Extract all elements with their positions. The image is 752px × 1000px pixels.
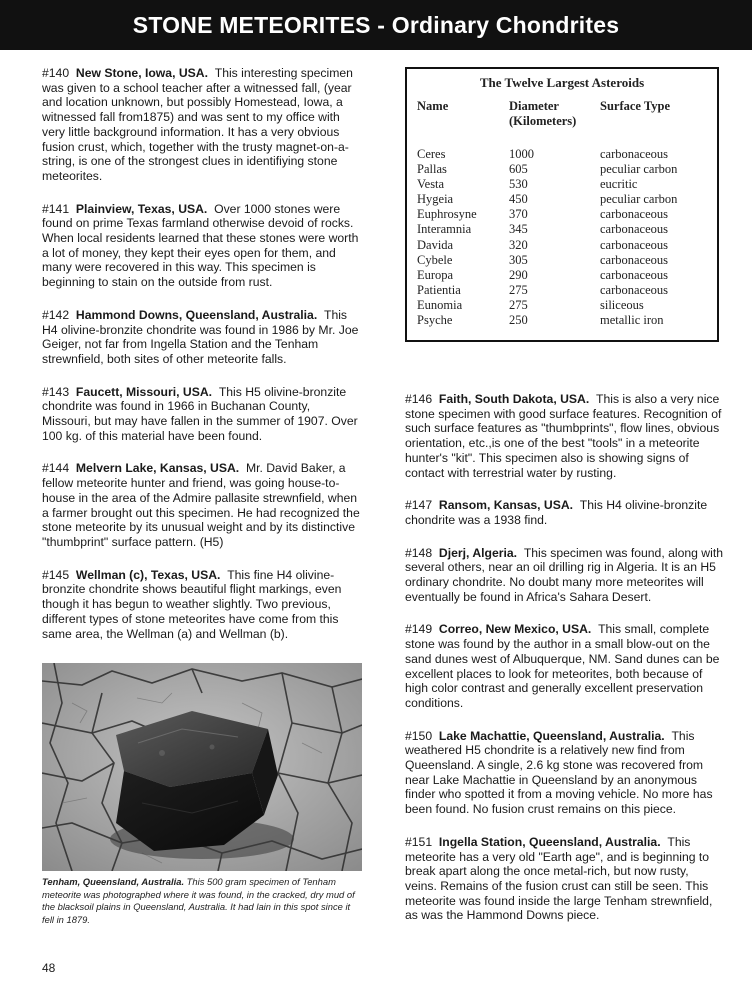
cell-diameter: 275 — [509, 282, 528, 297]
photo-caption — [42, 876, 362, 926]
entry-text: This is also a very nice stone specimen with good surface features. Recognition of such surface features as "thumbprints", flow lines, obvious orientation, etc.,is one of the best "tools" in a meteorite hunter's "kit". This specimen also is showing signs of contact with terrestrial water by rusting. — [405, 392, 722, 480]
table-row — [417, 162, 712, 177]
cell-name: Pallas — [417, 162, 447, 177]
entry-141 — [42, 202, 360, 290]
caption-title: Tenham, Queensland, Australia. — [42, 876, 185, 887]
page-number: 48 — [42, 961, 56, 975]
cell-diameter: 1000 — [509, 147, 534, 161]
entry-text: This weathered H5 chondrite is a relatively new find from Queensland. A single, 2.6 kg stone was recovered from near Lake Machattie in Queensland by an anonymous finder who spotted it from a moving vehicle. No more has been found. No fusion crust remains on this piece. — [405, 728, 713, 817]
cell-diameter: 370 — [509, 207, 528, 222]
entry-number: #151 — [405, 834, 433, 849]
cell-name: Interamnia — [417, 222, 472, 237]
entry-number: #148 — [405, 545, 433, 560]
table-row — [417, 177, 712, 192]
entry-number: #140 — [42, 66, 70, 80]
column-header-diameter: Diameter (Kilometers) — [509, 99, 577, 128]
cell-diameter: 530 — [509, 177, 528, 192]
asteroid-table-title: The Twelve Largest Asteroids — [479, 75, 645, 90]
entry-title: Melvern Lake, Kansas, USA. — [75, 461, 240, 476]
entry-number: #141 — [42, 201, 70, 216]
right-column — [405, 392, 723, 941]
cell-diameter: 450 — [509, 192, 528, 207]
asteroid-table-box — [405, 67, 719, 342]
cell-diameter: 290 — [509, 267, 528, 282]
entry-148 — [405, 546, 723, 605]
entry-title: New Stone, Iowa, USA. — [75, 66, 208, 80]
entry-text: This H5 olivine-bronzite chondrite was found in 1966 in Buchanan County, Missouri, but may have fallen in the summer of 1907. Over 100 kg. of this material have been found. — [42, 384, 358, 443]
table-row — [417, 147, 712, 162]
table-row — [417, 207, 712, 222]
entry-title: Ransom, Kansas, USA. — [438, 498, 574, 513]
cell-diameter: 345 — [509, 222, 528, 237]
entry-text: This H4 olivine-bronzite chondrite was a 1938 find. — [405, 498, 708, 527]
entry-149 — [405, 622, 723, 710]
entry-number: #149 — [405, 622, 433, 637]
column-header-surface: Surface Type — [600, 99, 671, 113]
page-header — [0, 0, 752, 50]
table-row — [417, 192, 712, 207]
entry-text: This H4 olivine-bronzite chondrite was found in 1986 by Mr. Joe Geiger, not far from Ingella Station and the Tenham strewnfield, both sites of other meteorite falls. — [42, 307, 359, 366]
entry-number: #150 — [405, 728, 433, 743]
cell-name: Ceres — [417, 147, 446, 161]
entry-title: Lake Machattie, Queensland, Australia. — [438, 728, 665, 743]
entry-number: #147 — [405, 498, 433, 513]
entry-142 — [42, 308, 360, 367]
cell-surface: carbonaceous — [600, 207, 669, 222]
asteroid-table — [417, 99, 712, 328]
entry-title: Correo, New Mexico, USA. — [438, 622, 592, 637]
cell-surface: peculiar carbon — [600, 162, 678, 177]
cell-name: Euphrosyne — [417, 207, 477, 222]
entry-146 — [405, 392, 723, 480]
cell-name: Cybele — [417, 252, 453, 267]
entry-140 — [42, 66, 360, 184]
entry-number: #146 — [405, 392, 433, 406]
cell-name: Psyche — [417, 313, 453, 328]
cell-surface: peculiar carbon — [600, 192, 678, 207]
cell-surface: carbonaceous — [600, 237, 669, 252]
table-row — [417, 313, 712, 328]
table-row — [417, 253, 712, 268]
entry-text: This specimen was found, along with several others, near an oil drilling rig in Algeria. It is an H5 ordinary chondrite. No doubt many more meteorites will eventually be found in Africa's Sahara Desert. — [405, 545, 723, 604]
entry-text: This fine H4 olivine-bronzite chondrite shows beautiful flight markings, even though it has begun to weather slightly. Two previous, different types of stone meteorites have come from this same area, the Wellman (a) and Wellman (b). — [42, 567, 342, 641]
table-row — [417, 268, 712, 283]
cell-surface: carbonaceous — [600, 222, 669, 237]
cell-name: Vesta — [417, 177, 445, 192]
entry-text: This small, complete stone was found by the author in a small blow-out on the sand dunes west of Albuquerque, NM. Sand dunes can be excellent places to look for meteorites, both because of high color contrast and generally excellent preservation conditions. — [405, 622, 720, 710]
cell-diameter: 275 — [509, 297, 528, 312]
cell-name: Patientia — [417, 282, 461, 297]
cell-surface: eucritic — [600, 177, 638, 192]
entry-title: Faucett, Missouri, USA. — [75, 384, 213, 399]
entry-150 — [405, 729, 723, 817]
entry-143 — [42, 385, 360, 444]
table-row — [417, 238, 712, 253]
table-row — [417, 298, 712, 313]
cell-name: Hygeia — [417, 192, 454, 207]
cell-diameter: 305 — [509, 252, 528, 267]
cell-name: Eunomia — [417, 297, 463, 312]
entry-title: Djerj, Algeria. — [438, 545, 518, 560]
cell-name: Europa — [417, 267, 454, 282]
cell-diameter: 250 — [509, 313, 528, 328]
cell-surface: carbonaceous — [600, 252, 669, 267]
entry-147 — [405, 498, 723, 527]
entry-151 — [405, 835, 723, 923]
entry-number: #143 — [42, 384, 70, 399]
entry-title: Wellman (c), Texas, USA. — [75, 567, 221, 582]
caption-text: This 500 gram specimen of Tenham meteorite was photographed where it was found, in the cracked, dry mud of the blacksoil plains in Queensland, Australia. It had lain in this spot since it fell in 1879. — [42, 876, 355, 925]
entry-title: Faith, South Dakota, USA. — [438, 392, 590, 406]
entry-number: #145 — [42, 567, 70, 582]
cell-surface: siliceous — [600, 297, 644, 312]
entry-text: Over 1000 stones were found on prime Texas farmland otherwise devoid of rocks. When local residents learned that these stones were worth a lot of money, they kept their eyes open for them, and many were recovered in this way. This specimen is beginning to stain on the outside from rust. — [42, 201, 359, 290]
cell-surface: carbonaceous — [600, 267, 669, 282]
cell-diameter: 320 — [509, 237, 528, 252]
cell-surface: carbonaceous — [600, 147, 669, 161]
entry-title: Plainview, Texas, USA. — [75, 201, 208, 216]
cell-surface: carbonaceous — [600, 282, 669, 297]
cell-surface: metallic iron — [600, 313, 664, 328]
left-column — [42, 66, 360, 659]
cell-name: Davida — [417, 237, 454, 252]
entry-title: Ingella Station, Queensland, Australia. — [438, 834, 661, 849]
entry-number: #142 — [42, 307, 70, 322]
entry-text: This meteorite has a very old "Earth age", and is beginning to break apart along the once metal-rich, but now rusty, veins. Remains of the fusion crust can still be seen. This meteorite was found inside the large Tenham strewnfield, as was the Hammond Downs piece. — [405, 834, 713, 923]
entry-number: #144 — [42, 461, 70, 476]
table-row — [417, 283, 712, 298]
page-title: STONE METEORITES - Ordinary Chondrites — [132, 11, 620, 38]
cell-diameter: 605 — [509, 162, 528, 177]
entry-144 — [42, 461, 360, 549]
column-header-name: Name — [417, 99, 449, 113]
entry-145 — [42, 568, 360, 642]
table-row — [417, 222, 712, 237]
entry-title: Hammond Downs, Queensland, Australia. — [75, 307, 318, 322]
table-header-row — [417, 99, 712, 147]
entry-text: Mr. David Baker, a fellow meteorite hunter and friend, was going house-to-house in the area of the Admire pallasite strewnfield, when a farmer brought out this specimen. He had recognized the stone meteorite by its unusual weight and by its distinctive "thumbprint" surface pattern. (H5) — [42, 461, 360, 549]
meteorite-photo — [42, 663, 362, 871]
entry-text: This interesting specimen was given to a school teacher after a witnessed fall, (year and location unknown, but possibly Homestead, Iowa, a witnessed fall from1875) and was sent to my office with very little background information. It has a very obvious fusion crust, which, together with the trusty magnet-on-a-string, is one of the strongest clues in identifiying stone meteorites. — [42, 66, 353, 183]
